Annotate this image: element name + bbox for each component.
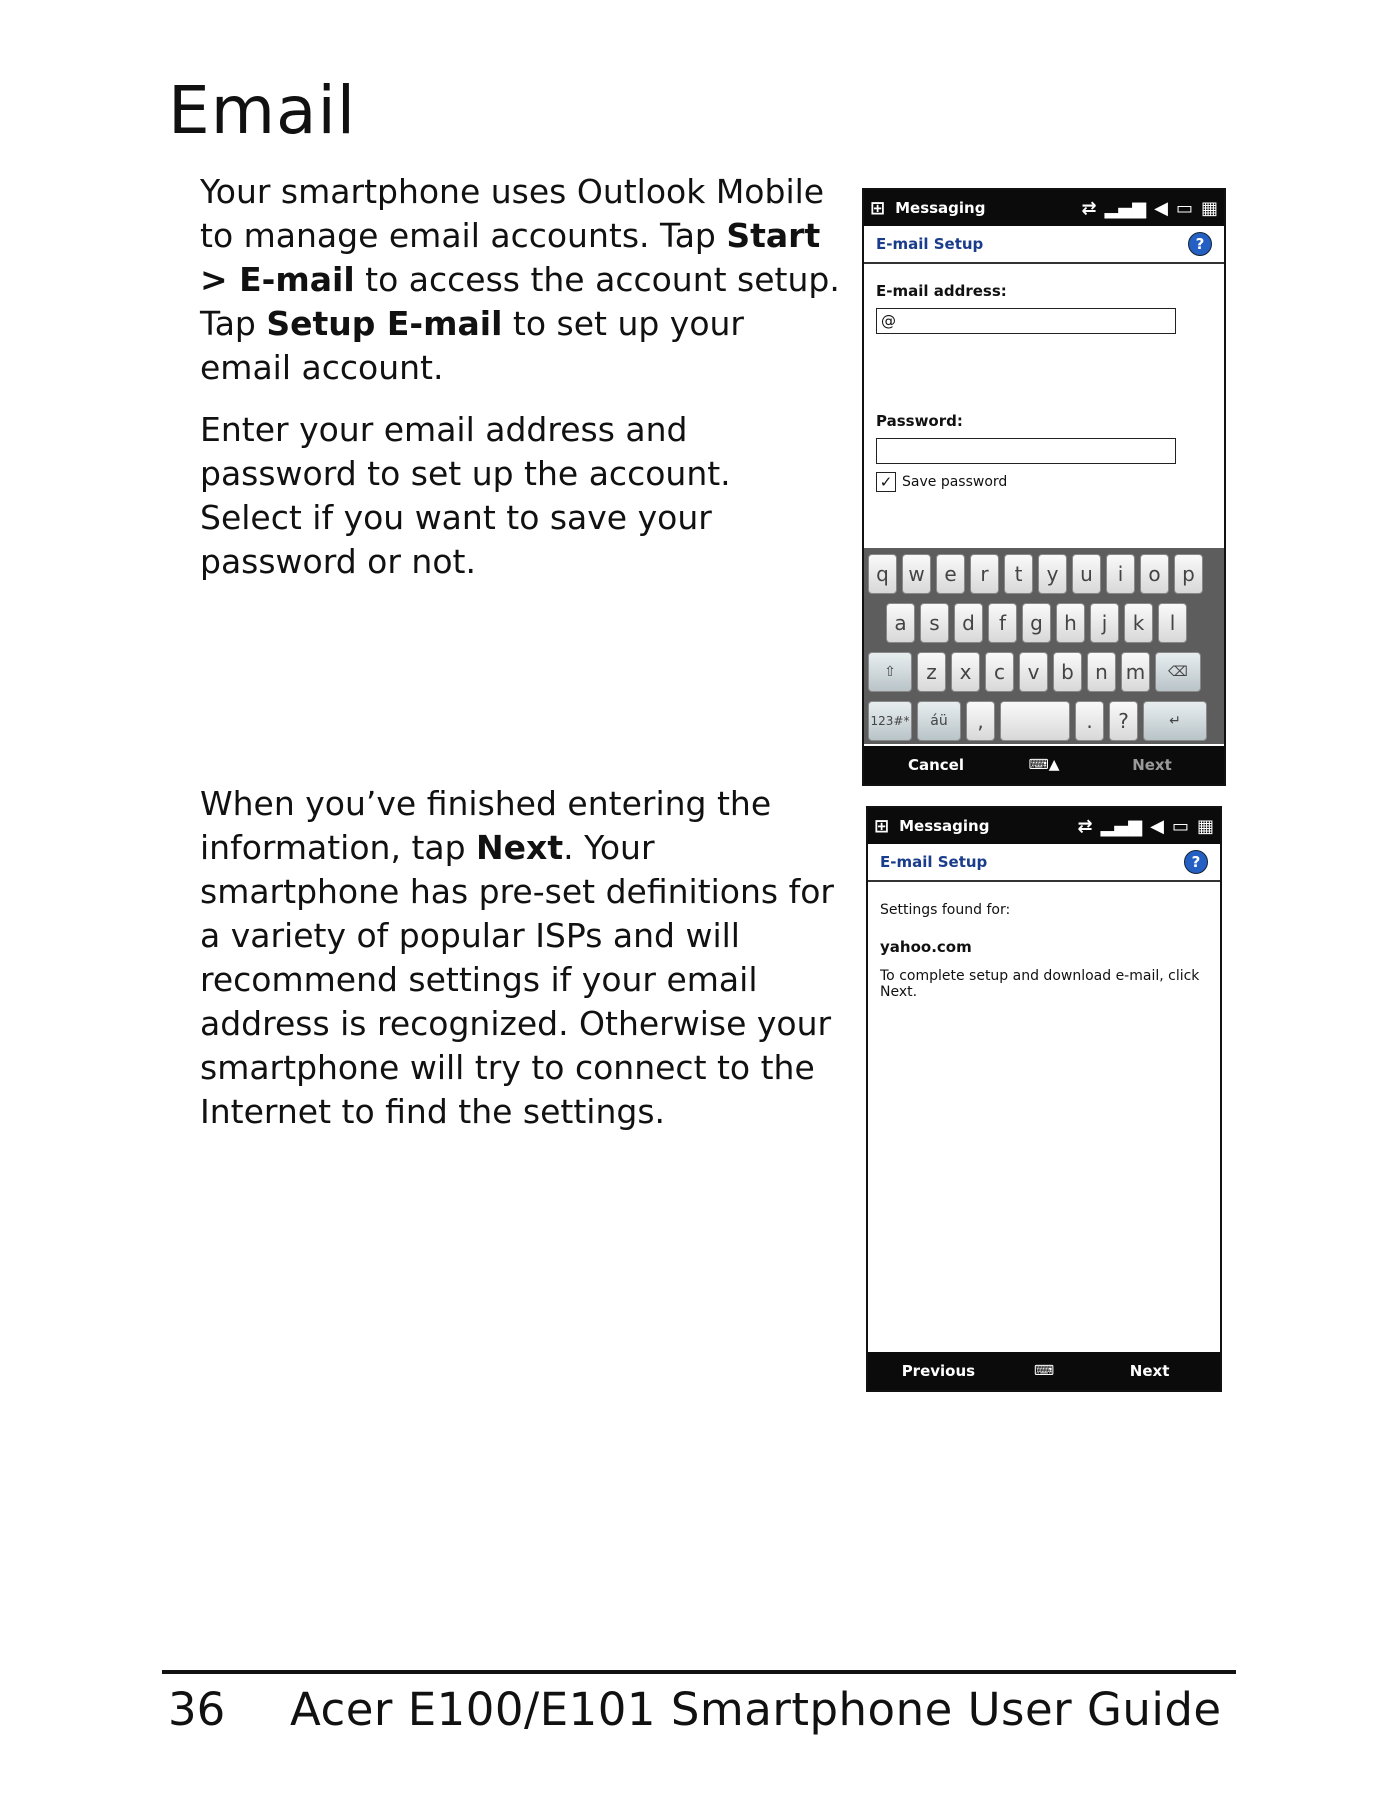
- key-o[interactable]: o: [1140, 554, 1169, 594]
- backspace-key[interactable]: ⌫: [1155, 652, 1201, 692]
- keyboard-row-1: [868, 554, 1220, 594]
- email-setup-screenshot: [862, 188, 1226, 786]
- cancel-button[interactable]: Cancel: [907, 756, 964, 774]
- key-z[interactable]: z: [917, 652, 946, 692]
- shift-key[interactable]: ⇧: [868, 652, 912, 692]
- soft-key-bar: [864, 746, 1224, 784]
- screen-header: [868, 844, 1220, 882]
- keyboard-icon[interactable]: ⌨: [1033, 1363, 1055, 1379]
- key-v[interactable]: v: [1019, 652, 1048, 692]
- battery-icon: ▭: [1175, 197, 1193, 219]
- period-key[interactable]: .: [1075, 701, 1104, 741]
- password-label: Password:: [876, 412, 963, 430]
- grid-icon[interactable]: ▦: [1200, 197, 1218, 219]
- page-number: 36: [168, 1683, 226, 1736]
- key-s[interactable]: s: [920, 603, 949, 643]
- key-n[interactable]: n: [1087, 652, 1116, 692]
- email-input[interactable]: @: [876, 308, 1176, 334]
- key-j[interactable]: j: [1090, 603, 1119, 643]
- key-t[interactable]: t: [1004, 554, 1033, 594]
- next-button[interactable]: Next: [1129, 1362, 1170, 1380]
- checkmark-icon: ✓: [876, 472, 896, 492]
- key-f[interactable]: f: [988, 603, 1017, 643]
- next-button[interactable]: Next: [1132, 756, 1172, 774]
- windows-start-icon[interactable]: ⊞: [874, 815, 890, 837]
- key-w[interactable]: w: [902, 554, 931, 594]
- on-screen-keyboard: [864, 548, 1224, 744]
- previous-button[interactable]: Previous: [901, 1362, 976, 1380]
- question-key[interactable]: ?: [1109, 701, 1138, 741]
- status-bar: [864, 190, 1224, 226]
- windows-start-icon[interactable]: ⊞: [870, 197, 886, 219]
- connectivity-icon: ⇄: [1077, 815, 1093, 837]
- key-a[interactable]: a: [886, 603, 915, 643]
- key-m[interactable]: m: [1121, 652, 1150, 692]
- signal-icon: ▂▄▆: [1104, 197, 1147, 219]
- key-x[interactable]: x: [951, 652, 980, 692]
- soft-key-bar: [868, 1352, 1220, 1390]
- instruction-text: To complete setup and download e-mail, click Next.: [880, 968, 1200, 1000]
- page-title: Email: [168, 72, 357, 149]
- connectivity-icon: ⇄: [1081, 197, 1097, 219]
- key-i[interactable]: i: [1106, 554, 1135, 594]
- header-title: E-mail Setup: [880, 853, 988, 871]
- key-q[interactable]: q: [868, 554, 897, 594]
- keyboard-row-4: [868, 701, 1220, 741]
- key-k[interactable]: k: [1124, 603, 1153, 643]
- help-icon[interactable]: ?: [1188, 232, 1212, 256]
- app-title: Messaging: [899, 817, 990, 835]
- email-label: E-mail address:: [876, 282, 1007, 300]
- screen-header: [864, 226, 1224, 264]
- key-u[interactable]: u: [1072, 554, 1101, 594]
- space-key[interactable]: [1000, 701, 1070, 741]
- volume-icon[interactable]: ◀: [1154, 197, 1168, 219]
- keyboard-row-2: [868, 603, 1220, 643]
- key-g[interactable]: g: [1022, 603, 1051, 643]
- accent-key[interactable]: áü: [917, 701, 961, 741]
- settings-found-label: Settings found for:: [880, 902, 1011, 918]
- key-d[interactable]: d: [954, 603, 983, 643]
- symbols-key[interactable]: 123#*: [868, 701, 912, 741]
- keyboard-toggle-icon[interactable]: ⌨▲: [1028, 757, 1060, 773]
- battery-icon: ▭: [1171, 815, 1189, 837]
- app-title: Messaging: [895, 199, 986, 217]
- help-icon[interactable]: ?: [1184, 850, 1208, 874]
- grid-icon[interactable]: ▦: [1196, 815, 1214, 837]
- enter-key[interactable]: ↵: [1143, 701, 1207, 741]
- key-p[interactable]: p: [1174, 554, 1203, 594]
- key-b[interactable]: b: [1053, 652, 1082, 692]
- status-bar: [868, 808, 1220, 844]
- save-password-checkbox[interactable]: [876, 472, 1224, 492]
- key-c[interactable]: c: [985, 652, 1014, 692]
- comma-key[interactable]: ,: [966, 701, 995, 741]
- settings-found-screenshot: [866, 806, 1222, 1392]
- key-l[interactable]: l: [1158, 603, 1187, 643]
- key-y[interactable]: y: [1038, 554, 1067, 594]
- header-title: E-mail Setup: [876, 235, 984, 253]
- key-h[interactable]: h: [1056, 603, 1085, 643]
- guide-title: Acer E100/E101 Smartphone User Guide: [290, 1683, 1222, 1736]
- password-input[interactable]: [876, 438, 1176, 464]
- save-password-label: Save password: [902, 474, 1008, 490]
- footer-rule: [162, 1670, 1236, 1674]
- key-r[interactable]: r: [970, 554, 999, 594]
- keyboard-row-3: [868, 652, 1220, 692]
- volume-icon[interactable]: ◀: [1150, 815, 1164, 837]
- intro-paragraph: Your smartphone uses Outlook Mobile to manage email accounts. Tap Start > E-mail to access the account setup. Tap Setup E-mail to set up your email account.: [200, 172, 840, 387]
- signal-icon: ▂▄▆: [1100, 815, 1143, 837]
- next-paragraph: When you’ve finished entering the information, tap Next. Your smartphone has pre-set definitions for a variety of popular ISPs and will recommend settings if your email address is recognized. Otherwise your smartphone will try to connect to the Internet to find the settings.: [200, 784, 834, 1131]
- key-e[interactable]: e: [936, 554, 965, 594]
- domain-text: yahoo.com: [880, 938, 972, 956]
- credentials-paragraph: Enter your email address and password to set up the account. Select if you want to save your password or not.: [200, 410, 731, 581]
